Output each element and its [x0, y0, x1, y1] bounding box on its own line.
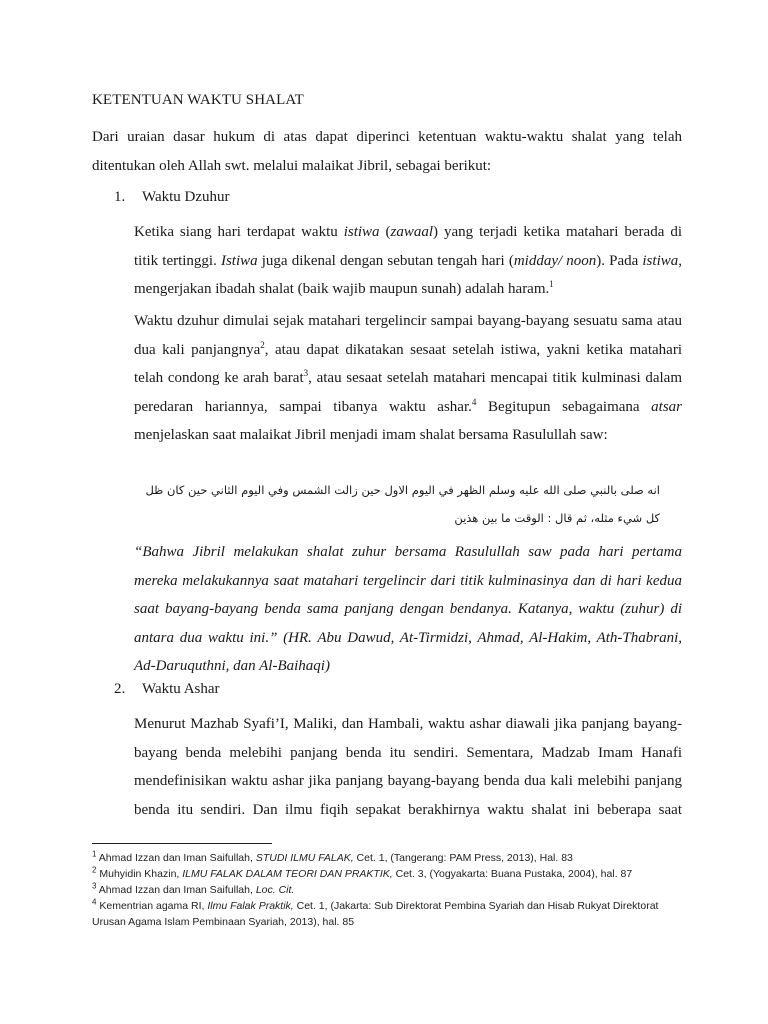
footnote-2 — [92, 866, 692, 882]
section-heading-text: Waktu Ashar — [142, 681, 220, 697]
text-run: , atau dapat dikatakan sesaat setelah istiwa, yakni ketika matahari telah condong ke arah barat — [134, 341, 682, 386]
footnote-text: Kementrian agama RI, — [96, 900, 208, 912]
footnote-number: 1 — [92, 849, 97, 859]
italic-term: zawaal — [390, 224, 434, 240]
hadith-source: (HR. Abu Dawud, At-Tirmidzi, Ahmad, Al-Hakim, Ath-Thabrani, Ad-Daruquthni, dan Al-Baihaqi) — [134, 629, 683, 674]
footnote-divider — [92, 843, 272, 844]
footnote-text: Cet. 1, (Jakarta: Sub Direktorat Pembina Syariah dan Hisab Rukyat Direktorat Urusan Agama Islam Pembinaan Syariah, 2013), hal. 85 — [92, 900, 659, 928]
footnote-text: Ahmad Izzan dan Iman Saifullah, — [96, 884, 256, 896]
footnote-ref: 1 — [549, 279, 554, 289]
italic-term: istiwa — [642, 252, 679, 269]
footnote-text: Cet. 1, (Tangerang: PAM Press, 2013), Hal. 83 — [353, 852, 573, 864]
footnote-title: STUDI ILMU FALAK, — [255, 852, 354, 864]
intro-paragraph: Dari uraian dasar hukum di atas dapat diperinci ketentuan waktu-waktu shalat yang telah ditentukan oleh Allah swt. melalui malaikat Jibril, sebagai berikut: — [92, 129, 682, 174]
text-run: Waktu dzuhur dimulai sejak matahari tergelincir sampai bayang-bayang sesuatu sama atau dua kali panjangnya — [134, 313, 682, 358]
text-run: , mengerjakan ibadah shalat (baik wajib maupun sunah) adalah haram. — [134, 252, 682, 297]
italic-term: midday/ noon — [513, 252, 597, 269]
text-run: ( — [379, 224, 391, 240]
footnote-text: Ahmad Izzan dan Iman Saifullah, — [96, 852, 256, 864]
footnote-ref: 4 — [471, 396, 477, 407]
page-title: KETENTUAN WAKTU SHALAT — [92, 92, 304, 108]
italic-term: istiwa — [343, 224, 380, 240]
list-number: 1. — [114, 189, 126, 205]
footnote-title: ILMU FALAK DALAM TEORI DAN PRAKTIK, — [182, 868, 393, 880]
footnote-text: Cet. 3, (Yogyakarta: Buana Pustaka, 2004), hal. 87 — [392, 868, 633, 880]
list-number: 2. — [114, 681, 126, 697]
translation-text: “Bahwa Jibril melakukan shalat zuhur bersama Rasulullah saw pada hari pertama mereka melakukannya saat matahari tergelincir dari titik kulminasinya dan di hari kedua saat bayang-bayang benda sama panjang dengan bendanya. Katanya, waktu (zuhur) di antara dua waktu ini.” — [134, 544, 682, 646]
footnote-number: 4 — [92, 897, 97, 907]
text-run: , atau sesaat setelah matahari mencapai titik kulminasi dalam peredaran hariannya, sampai tibanya waktu ashar. — [134, 370, 682, 415]
text-run: juga dikenal dengan sebutan tengah hari ( — [257, 252, 514, 269]
text-run: ). Pada — [596, 252, 643, 269]
dzuhur-paragraph-2 — [134, 307, 682, 450]
footnote-4 — [92, 898, 692, 930]
hadith-translation — [134, 538, 682, 681]
footnote-title: Ilmu Falak Praktik, — [207, 900, 294, 912]
section-heading-text: Waktu Dzuhur — [142, 189, 230, 205]
text-run: Ketika siang hari terdapat waktu — [134, 224, 344, 240]
footnote-ref: 2 — [260, 339, 265, 350]
footnote-ref: 3 — [303, 368, 309, 378]
footnote-1 — [92, 850, 692, 866]
italic-term: Istiwa — [220, 252, 258, 269]
text-run: menjelaskan saat malaikat Jibril menjadi imam shalat bersama Rasulullah saw: — [134, 427, 608, 443]
arabic-hadith-text: انه صلى بالنبي صلى الله عليه وسلم الظهر في اليوم الاول حين زالت الشمس وفي اليوم الثاني حين كان ظل كل شيء مثله، ثم قال : الوقت ما بين هذين — [145, 483, 660, 525]
footnote-3 — [92, 882, 692, 898]
ashar-paragraph-1: Menurut Mazhab Syafi’I, Maliki, dan Hambali, waktu ashar diawali jika panjang bayang-bayang benda melebihi panjang benda itu sendiri. Sementara, Madzab Imam Hanafi mendefinisikan waktu ashar jika panjang bayang-bayang benda dua kali melebihi panjang benda itu sendiri. Dan ilmu fiqih sepakat berakhirnya waktu shalat ini beberapa saat — [134, 716, 682, 818]
footnotes — [92, 850, 692, 930]
section-heading-ashar — [114, 681, 220, 698]
footnote-title: Loc. Cit. — [255, 884, 295, 896]
section-heading-dzuhur — [114, 189, 230, 206]
footnote-text: Muhyidin Khazin, — [96, 868, 183, 880]
italic-term: atsar — [651, 398, 682, 415]
text-run: ) yang terjadi ketika matahari berada di titik tertinggi. — [134, 224, 682, 269]
footnote-number: 3 — [92, 881, 97, 891]
footnote-number: 2 — [92, 865, 97, 875]
text-run: Begitupun sebagaimana — [476, 398, 652, 415]
dzuhur-paragraph-1 — [134, 218, 682, 304]
